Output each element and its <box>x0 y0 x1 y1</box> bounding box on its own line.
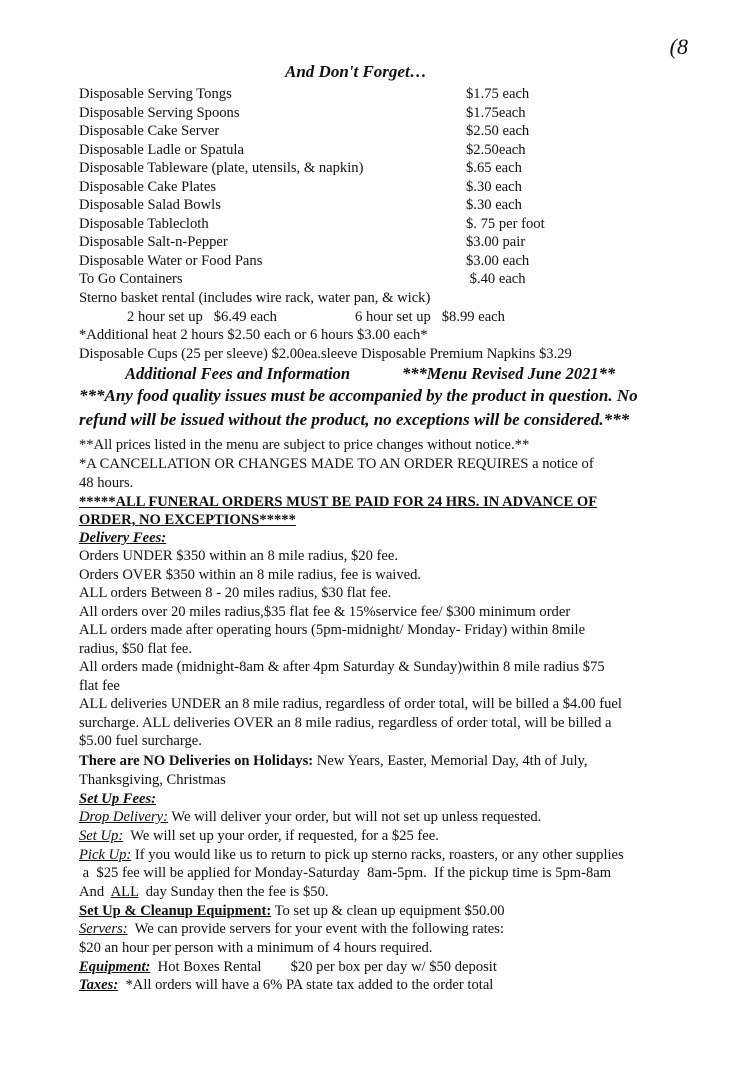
delivery-fee-line: All orders over 20 miles radius,$35 flat fee & 15%service fee/ $300 minimum order <box>79 603 571 620</box>
price-item-name: Disposable Cake Server <box>79 123 220 139</box>
delivery-fee-line: Orders OVER $350 within an 8 mile radius, fee is waived. <box>79 566 422 583</box>
delivery-fee-line: radius, $50 flat fee. <box>79 640 193 657</box>
price-item-name: Disposable Ladle or Spatula <box>79 141 244 158</box>
pickup-line <box>79 846 624 865</box>
price-row <box>79 85 679 104</box>
setup-label: Set Up: <box>79 828 124 844</box>
price-item-price: $.30 each <box>466 197 522 213</box>
equipment-line <box>79 958 497 977</box>
cleanup-line <box>79 902 505 921</box>
additional-heading: Additional Fees and Information <box>125 364 351 383</box>
holidays-label: There are NO Deliveries on Holidays: <box>79 753 314 769</box>
price-row <box>79 252 679 271</box>
price-item-name: Disposable Salad Bowls <box>79 197 221 213</box>
holidays-text: New Years, Easter, Memorial Day, 4th of July, <box>313 753 588 769</box>
price-item-price: $.40 each <box>466 271 526 287</box>
drop-delivery-text: We will deliver your order, but will not set up unless requested. <box>168 809 542 825</box>
price-item-price: $2.50 each <box>466 123 530 139</box>
price-item-price: $. 75 per foot <box>466 215 545 232</box>
funeral-notice-line-1: *****ALL FUNERAL ORDERS MUST BE PAID FOR 24 HRS. IN ADVANCE OF <box>79 494 598 510</box>
setup-fees-heading: Set Up Fees: <box>79 791 157 807</box>
price-item-name: Disposable Water or Food Pans <box>79 252 263 269</box>
cancellation-line-1: *A CANCELLATION OR CHANGES MADE TO AN ORDER REQUIRES a notice of <box>79 456 594 472</box>
price-item-name: Disposable Tableware (plate, utensils, & napkin) <box>79 160 364 176</box>
pickup-line-3 <box>79 883 329 902</box>
delivery-fee-line: ALL orders made after operating hours (5pm-midnight/ Monday- Friday) within 8mile <box>79 622 586 638</box>
servers-text: We can provide servers for your event with the following rates: <box>127 921 504 937</box>
delivery-fee-line: Orders UNDER $350 within an 8 mile radius, $20 fee. <box>79 548 398 564</box>
drop-delivery-label: Drop Delivery: <box>79 809 169 825</box>
servers-line <box>79 920 504 939</box>
delivery-fee-line: surcharge. ALL deliveries OVER an 8 mile radius, regardless of order total, will be billed a <box>79 714 612 731</box>
delivery-fee-line: ALL orders Between 8 - 20 miles radius, $30 flat fee. <box>79 585 392 601</box>
price-row <box>79 104 679 123</box>
sterno-six-hour: 6 hour set up $8.99 each <box>355 309 505 325</box>
sterno-title: Sterno basket rental (includes wire rack, water pan, & wick) <box>79 290 431 306</box>
price-item-name: Disposable Serving Spoons <box>79 104 240 121</box>
price-item-price: $3.00 pair <box>466 234 526 250</box>
cups-line: Disposable Cups (25 per sleeve) $2.00ea.sleeve Disposable Premium Napkins $3.29 <box>79 346 572 362</box>
holidays-line-2: Thanksgiving, Christmas <box>79 772 226 788</box>
drop-delivery-line <box>79 808 541 827</box>
taxes-line <box>79 976 493 995</box>
delivery-fee-line: All orders made (midnight-8am & after 4pm Saturday & Sunday)within 8 mile radius $75 <box>79 659 605 675</box>
price-row <box>79 178 679 197</box>
taxes-text: *All orders will have a 6% PA state tax added to the order total <box>118 977 494 993</box>
pickup-line-3-start: And <box>79 884 111 900</box>
menu-revised: ***Menu Revised June 2021** <box>402 364 616 383</box>
price-row <box>79 141 679 160</box>
cleanup-label: Set Up & Cleanup Equipment: <box>79 903 272 919</box>
cancellation-line-2: 48 hours. <box>79 475 134 491</box>
price-list <box>79 85 679 289</box>
price-row <box>79 270 679 289</box>
price-item-price: $.65 each <box>466 160 522 176</box>
servers-label: Servers: <box>79 921 128 937</box>
sterno-additional: *Additional heat 2 hours $2.50 each or 6 hours $3.00 each* <box>79 327 428 343</box>
delivery-fees-heading: Delivery Fees: <box>79 530 167 546</box>
funeral-notice-line-2: ORDER, NO EXCEPTIONS***** <box>79 512 296 528</box>
price-item-name: Disposable Tablecloth <box>79 215 209 232</box>
price-row <box>79 196 679 215</box>
quality-notice-line-1: ***Any food quality issues must be accompanied by the product in question. No <box>79 386 638 405</box>
page-heading: And Don't Forget… <box>285 62 427 81</box>
quality-notice-line-2: refund will be issued without the product, no exceptions will be considered.*** <box>79 410 630 429</box>
price-row <box>79 215 679 234</box>
setup-line <box>79 827 439 846</box>
price-item-name: To Go Containers <box>79 271 183 287</box>
delivery-fee-line: flat fee <box>79 677 120 694</box>
pickup-line-3-all: ALL <box>110 884 139 900</box>
setup-text: We will set up your order, if requested, for a $25 fee. <box>123 828 439 844</box>
sterno-two-hour: 2 hour set up $6.49 each <box>127 309 277 325</box>
taxes-label: Taxes: <box>79 977 119 993</box>
price-item-price: $3.00 each <box>466 252 530 269</box>
price-row <box>79 159 679 178</box>
price-change-notice: **All prices listed in the menu are subject to price changes without notice.** <box>79 437 530 453</box>
price-item-price: $1.75 each <box>466 86 530 102</box>
price-item-name: Disposable Cake Plates <box>79 178 216 195</box>
price-item-name: Disposable Salt-n-Pepper <box>79 234 228 250</box>
delivery-fee-line: ALL deliveries UNDER an 8 mile radius, regardless of order total, will be billed a $4.00 fuel <box>79 696 622 712</box>
price-item-name: Disposable Serving Tongs <box>79 86 232 102</box>
pickup-line-2: a $25 fee will be applied for Monday-Saturday 8am-5pm. If the pickup time is 5pm-8am <box>79 865 612 881</box>
price-row <box>79 122 679 141</box>
price-item-price: $1.75each <box>466 104 526 121</box>
delivery-fee-line: $5.00 fuel surcharge. <box>79 733 202 749</box>
page-number: (8 <box>669 34 688 59</box>
price-row <box>79 233 679 252</box>
pickup-line-3-end: day Sunday then the fee is $50. <box>138 884 329 900</box>
cleanup-text: To set up & clean up equipment $50.00 <box>271 903 505 919</box>
pickup-label: Pick Up: <box>79 847 132 863</box>
holidays-line <box>79 752 588 771</box>
equipment-text: Hot Boxes Rental $20 per box per day w/ $50 deposit <box>150 959 497 975</box>
servers-line-2: $20 an hour per person with a minimum of 4 hours required. <box>79 940 433 956</box>
equipment-label: Equipment: <box>79 959 151 975</box>
price-item-price: $.30 each <box>466 178 522 195</box>
price-item-price: $2.50each <box>466 141 526 158</box>
pickup-text: If you would like us to return to pick up sterno racks, roasters, or any other supplies <box>131 847 624 863</box>
